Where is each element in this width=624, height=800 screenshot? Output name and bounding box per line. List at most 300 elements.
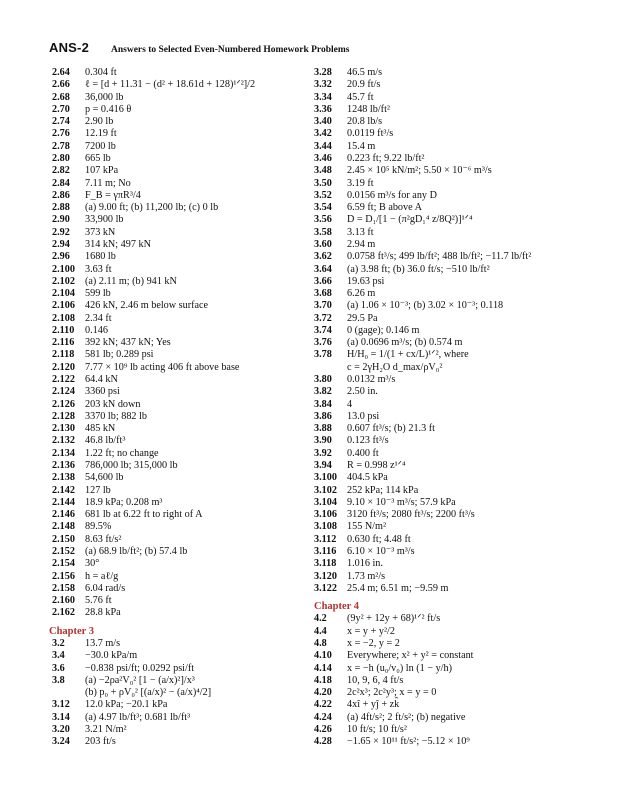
answer-text: 203 ft/s <box>85 736 116 748</box>
answer-entry <box>52 300 302 312</box>
answer-text: 2.94 m <box>347 238 376 250</box>
answer-text: 314 kN; 497 kN <box>85 238 151 250</box>
answer-text: 5.76 ft <box>85 595 112 607</box>
answers-column-right <box>314 67 604 748</box>
answer-text: 2.34 ft <box>85 312 112 324</box>
answer-entry <box>52 128 302 140</box>
problem-number: 2.106 <box>52 300 75 312</box>
page-header <box>49 40 349 55</box>
answer-entry <box>52 214 302 226</box>
problem-number: 2.150 <box>52 533 75 545</box>
answer-text: 54,600 lb <box>85 472 124 484</box>
problem-number: 3.80 <box>314 374 332 386</box>
problem-number: 2.134 <box>52 447 75 459</box>
problem-number: 4.2 <box>314 613 327 625</box>
answer-entry <box>52 349 302 361</box>
answer-text: 3.19 ft <box>347 177 374 189</box>
answer-text: x = −2, y = 2 <box>347 637 400 649</box>
answer-text: 0.0758 ft³/s; 499 lb/ft²; 488 lb/ft²; −11.7 lb/ft² <box>347 251 532 263</box>
answer-text: 3.21 N/m² <box>85 723 127 735</box>
answer-text: ℓ = [d + 11.31 − (d² + 18.61d + 128)¹ᐟ²]/2 <box>85 79 256 91</box>
answer-text: F_B = γπR³/4 <box>85 189 141 201</box>
answer-text: 581 lb; 0.289 psi <box>85 349 154 361</box>
problem-number: 3.100 <box>314 472 337 484</box>
answer-text: p = 0.416 θ <box>85 103 132 115</box>
problem-number: 2.92 <box>52 226 70 238</box>
problem-number: 2.68 <box>52 91 70 103</box>
answer-text: 0.630 ft; 4.48 ft <box>347 533 411 545</box>
answer-text: 3370 lb; 882 lb <box>85 410 147 422</box>
answer-entry <box>314 251 604 263</box>
answer-entry <box>314 497 604 509</box>
answer-entry <box>314 712 604 724</box>
problem-number: 3.82 <box>314 386 332 398</box>
answer-entry <box>52 472 302 484</box>
answer-entry <box>52 362 302 374</box>
answer-text: −0.838 psi/ft; 0.0292 psi/ft <box>85 662 195 674</box>
problem-number: 3.4 <box>52 650 65 662</box>
answer-entry <box>52 699 302 711</box>
answer-text: 252 kPa; 114 kPa <box>347 484 419 496</box>
answer-entry <box>52 276 302 288</box>
answer-text: 46.5 m/s <box>347 67 383 78</box>
problem-number: 3.14 <box>52 711 70 723</box>
answer-entry <box>52 116 302 128</box>
answer-entry <box>52 67 302 79</box>
answer-entry <box>314 128 604 140</box>
answer-entry <box>314 423 604 435</box>
answer-entry <box>314 448 604 460</box>
problem-number: 4.20 <box>314 687 332 699</box>
answer-text: 29.5 Pa <box>347 312 378 324</box>
answer-entry <box>52 650 302 662</box>
answer-text: 4xî + yĵ + zk̂ <box>347 699 400 711</box>
chapter-heading: Chapter 3 <box>49 625 95 637</box>
answer-entry <box>314 165 604 177</box>
answer-entry <box>52 521 302 533</box>
answer-entry <box>52 687 302 699</box>
answer-text: 2c²x³; 2c²y³; x = y = 0 <box>347 687 437 699</box>
problem-number: 4.26 <box>314 723 332 735</box>
answer-entry <box>52 374 302 386</box>
answer-text: 18.9 kPa; 0.208 m³ <box>85 496 163 508</box>
answer-text: 1680 lb <box>85 251 116 263</box>
problem-number: 2.96 <box>52 251 70 263</box>
answer-entry <box>314 613 604 625</box>
problem-number: 4.8 <box>314 637 327 649</box>
problem-number: 3.52 <box>314 189 332 201</box>
answer-text: 1.73 m²/s <box>347 570 386 582</box>
problem-number: 3.62 <box>314 251 332 263</box>
answer-entry <box>314 178 604 190</box>
problem-number: 3.78 <box>314 349 332 361</box>
problem-number: 3.46 <box>314 152 332 164</box>
answer-text: 1.016 in. <box>347 558 383 570</box>
problem-number: 2.136 <box>52 460 75 471</box>
problem-number: 3.112 <box>314 533 337 545</box>
answer-text: 20.9 ft/s <box>347 79 381 91</box>
problem-number: 2.76 <box>52 128 70 140</box>
problem-number: 4.10 <box>314 650 332 662</box>
answer-text: 10, 9, 6, 4 ft/s <box>347 674 404 686</box>
problem-number: 2.156 <box>52 570 75 582</box>
problem-number: 2.118 <box>52 349 75 361</box>
answer-entry <box>314 153 604 165</box>
problem-number: 3.2 <box>52 637 65 649</box>
answer-entry <box>314 534 604 546</box>
answer-text: 28.8 kPa <box>85 607 121 619</box>
answer-text: 89.5% <box>85 521 112 533</box>
problem-number: 2.130 <box>52 423 75 435</box>
answer-entry <box>314 386 604 398</box>
answer-entry <box>52 607 302 619</box>
problem-number: 2.162 <box>52 607 75 619</box>
answer-entry <box>314 687 604 699</box>
problem-number: 4.22 <box>314 699 332 711</box>
problem-number: 4.4 <box>314 625 327 637</box>
answer-entry <box>314 571 604 583</box>
answer-entry <box>52 288 302 300</box>
problem-number: 2.126 <box>52 398 75 410</box>
answer-text: 0.123 ft³/s <box>347 435 389 447</box>
answer-entry <box>52 448 302 460</box>
answer-text: 36,000 lb <box>85 91 124 103</box>
answer-entry <box>52 337 302 349</box>
problem-number: 2.80 <box>52 152 70 164</box>
page-label: ANS-2 <box>49 40 90 55</box>
answer-text: 13.7 m/s <box>85 637 121 649</box>
problem-number: 3.74 <box>314 324 332 336</box>
problem-number: 2.82 <box>52 165 70 177</box>
answer-entry <box>314 399 604 411</box>
problem-number: 3.34 <box>314 91 332 103</box>
problem-number: 2.110 <box>52 324 75 336</box>
answer-entry <box>52 239 302 251</box>
answer-text: (a) 4.97 lb/ft³; 0.681 lb/ft³ <box>85 711 191 723</box>
problem-number: 3.70 <box>314 300 332 312</box>
problem-number: 3.108 <box>314 521 337 533</box>
problem-number: 3.72 <box>314 312 332 324</box>
answer-text: 45.7 ft <box>347 91 374 103</box>
problem-number: 3.90 <box>314 435 332 447</box>
problem-number: 3.92 <box>314 447 332 459</box>
answer-entry <box>314 116 604 128</box>
problem-number: 2.122 <box>52 374 75 386</box>
answer-entry <box>52 325 302 337</box>
answer-text: 0.304 ft <box>85 67 117 78</box>
answer-entry <box>52 178 302 190</box>
problem-number: 4.28 <box>314 736 332 748</box>
answer-entry <box>314 638 604 650</box>
answer-text: (a) 0.0696 m³/s; (b) 0.574 m <box>347 337 463 349</box>
answer-text: 30° <box>85 558 100 570</box>
problem-number: 3.54 <box>314 202 332 214</box>
answer-text: (a) 1.06 × 10⁻³; (b) 3.02 × 10⁻³; 0.118 <box>347 300 504 312</box>
answer-entry <box>314 276 604 288</box>
problem-number: 2.102 <box>52 275 75 287</box>
answer-text: 1248 lb/ft² <box>347 103 390 115</box>
problem-number: 2.74 <box>52 116 70 128</box>
answer-text: (a) −2ρa²V₀² [1 − (a/x)²]/x³ <box>85 674 195 686</box>
answer-text: 7.77 × 10⁹ lb acting 406 ft above base <box>85 361 240 373</box>
answer-text: 6.26 m <box>347 288 376 300</box>
problem-number: 3.122 <box>314 582 337 594</box>
problem-number: 2.100 <box>52 263 75 275</box>
answer-text: 665 lb <box>85 152 111 164</box>
answer-text: (a) 4ft/s²; 2 ft/s²; (b) negative <box>347 711 466 723</box>
problem-number: 3.48 <box>314 165 332 177</box>
problem-number: 3.44 <box>314 140 332 152</box>
answer-text: 3.13 ft <box>347 226 374 238</box>
answer-text: 426 kN, 2.46 m below surface <box>85 300 209 312</box>
answer-text: 0.0132 m³/s <box>347 374 396 386</box>
answer-text: −30.0 kPa/m <box>85 650 138 662</box>
answer-entry <box>314 736 604 748</box>
answer-text: 7.11 m; No <box>85 177 131 189</box>
answer-entry <box>314 362 604 374</box>
answer-entry <box>314 485 604 497</box>
answer-text: −1.65 × 10¹¹ ft/s²; −5.12 × 10⁹ <box>347 736 470 748</box>
chapter-heading: Chapter 4 <box>314 601 360 613</box>
answer-entry <box>314 313 604 325</box>
problem-number: 2.84 <box>52 177 70 189</box>
answer-text: h = aℓ/g <box>85 570 119 582</box>
problem-number: 3.102 <box>314 484 337 496</box>
answer-text: 20.8 lb/s <box>347 116 383 128</box>
problem-number: 3.68 <box>314 288 332 300</box>
answer-entry <box>314 509 604 521</box>
answer-entry <box>314 300 604 312</box>
answer-text: 0 (gage); 0.146 m <box>347 324 420 336</box>
answer-entry <box>52 251 302 263</box>
problem-number: 2.66 <box>52 79 70 91</box>
answer-entry <box>52 313 302 325</box>
answer-entry <box>52 165 302 177</box>
problem-number: 2.120 <box>52 361 75 373</box>
answer-text: 1.22 ft; no change <box>85 447 159 459</box>
answer-entry <box>52 153 302 165</box>
answer-entry <box>314 583 604 595</box>
answer-text: 107 kPa <box>85 165 119 177</box>
answer-entry <box>314 202 604 214</box>
problem-number: 3.94 <box>314 460 332 471</box>
answer-entry <box>52 736 302 748</box>
answer-text: 373 kN <box>85 226 116 238</box>
answer-text: 2.45 × 10⁵ kN/m²; 5.50 × 10⁻⁶ m³/s <box>347 165 492 177</box>
answer-text: 155 N/m² <box>347 521 386 533</box>
problem-number: 3.6 <box>52 662 65 674</box>
answer-text: 2.50 in. <box>347 386 378 398</box>
problem-number: 3.118 <box>314 558 337 570</box>
problem-number: 3.84 <box>314 398 332 410</box>
answer-text: 10 ft/s; 10 ft/s² <box>347 723 407 735</box>
answer-entry <box>52 399 302 411</box>
answer-entry <box>314 699 604 711</box>
answer-entry <box>314 92 604 104</box>
problem-number: 2.148 <box>52 521 75 533</box>
answer-text: (9y² + 12y + 68)¹ᐟ² ft/s <box>347 613 441 625</box>
problem-number: 3.64 <box>314 263 332 275</box>
answer-entry <box>52 724 302 736</box>
answer-text: 25.4 m; 6.51 m; −9.59 m <box>347 582 449 594</box>
answer-text: (b) p₀ + ρV₀² [(a/x)² − (a/x)⁴/2] <box>85 687 212 699</box>
problem-number: 3.104 <box>314 496 337 508</box>
answer-text: 599 lb <box>85 288 111 300</box>
problem-number: 3.106 <box>314 509 337 521</box>
answer-entry <box>52 534 302 546</box>
answer-entry <box>314 663 604 675</box>
problem-number: 2.90 <box>52 214 70 226</box>
answer-entry <box>52 595 302 607</box>
answer-entry <box>314 67 604 79</box>
problem-number: 2.78 <box>52 140 70 152</box>
problem-number: 3.20 <box>52 723 70 735</box>
answer-text: 786,000 lb; 315,000 lb <box>85 460 178 471</box>
answer-entry <box>314 325 604 337</box>
answer-entry <box>314 675 604 687</box>
answer-entry <box>52 202 302 214</box>
answer-text: H/H₀ = 1/(1 + cx/L)¹ᐟ², where <box>347 349 469 361</box>
answer-text: 9.10 × 10⁻³ m³/s; 57.9 kPa <box>347 496 456 508</box>
answer-entry <box>52 423 302 435</box>
answer-entry <box>314 724 604 736</box>
answer-text: 3120 ft³/s; 2080 ft³/s; 2200 ft³/s <box>347 509 475 521</box>
answer-entry <box>314 190 604 202</box>
answer-text: 3360 psi <box>85 386 120 398</box>
problem-number: 3.24 <box>52 736 70 748</box>
problem-number: 3.116 <box>314 545 337 557</box>
answer-text: 0.400 ft <box>347 447 379 459</box>
answer-text: 3.63 ft <box>85 263 112 275</box>
answer-text: x = −h (u₀/v₀) ln (1 − y/h) <box>347 662 452 674</box>
answer-text: 0.0119 ft³/s <box>347 128 394 140</box>
problem-number: 2.146 <box>52 509 75 521</box>
answer-entry <box>314 650 604 662</box>
answer-entry <box>52 141 302 153</box>
answer-text: x = y + y²/2 <box>347 625 395 637</box>
answer-entry <box>52 92 302 104</box>
problem-number: 3.76 <box>314 337 332 349</box>
answer-entry <box>52 509 302 521</box>
answer-entry <box>314 435 604 447</box>
answer-entry <box>52 386 302 398</box>
answer-text: (a) 68.9 lb/ft²; (b) 57.4 lb <box>85 545 188 557</box>
answer-entry <box>314 374 604 386</box>
answer-text: 404.5 kPa <box>347 472 388 484</box>
answer-text: 681 lb at 6.22 ft to right of A <box>85 509 203 521</box>
problem-number: 2.154 <box>52 558 75 570</box>
problem-number: 3.66 <box>314 275 332 287</box>
problem-number: 3.36 <box>314 103 332 115</box>
answer-text: 0.223 ft; 9.22 lb/ft² <box>347 152 425 164</box>
answer-entry <box>52 104 302 116</box>
answer-text: (a) 3.98 ft; (b) 36.0 ft/s; −510 lb/ft² <box>347 263 490 275</box>
answer-text: 13.0 psi <box>347 410 380 422</box>
answer-entry <box>314 79 604 91</box>
problem-number: 2.144 <box>52 496 75 508</box>
answer-entry <box>52 79 302 91</box>
answer-entry <box>52 227 302 239</box>
answer-entry <box>314 626 604 638</box>
answer-entry <box>52 638 302 650</box>
problem-number: 3.8 <box>52 674 65 686</box>
answer-entry <box>314 411 604 423</box>
problem-number: 3.50 <box>314 177 332 189</box>
answer-entry <box>314 558 604 570</box>
answer-text: 8.63 ft/s² <box>85 533 122 545</box>
problem-number: 2.116 <box>52 337 75 349</box>
problem-number: 2.160 <box>52 595 75 607</box>
answer-text: 6.59 ft; B above A <box>347 202 422 214</box>
answer-entry <box>314 546 604 558</box>
answer-text: 392 kN; 437 kN; Yes <box>85 337 171 349</box>
problem-number: 3.88 <box>314 423 332 435</box>
answer-text: 7200 lb <box>85 140 116 152</box>
problem-number: 3.120 <box>314 570 337 582</box>
answer-entry <box>314 460 604 472</box>
problem-number: 2.86 <box>52 189 70 201</box>
answer-entry <box>314 337 604 349</box>
problem-number: 2.124 <box>52 386 75 398</box>
answer-text: (a) 9.00 ft; (b) 11,200 lb; (c) 0 lb <box>85 202 219 214</box>
answer-text: 127 lb <box>85 484 111 496</box>
answer-entry <box>314 288 604 300</box>
problem-number: 2.104 <box>52 288 75 300</box>
problem-number: 3.60 <box>314 238 332 250</box>
answer-entry <box>52 546 302 558</box>
answer-text: 4 <box>347 398 353 410</box>
problem-number: 3.86 <box>314 410 332 422</box>
answer-text: Everywhere; x² + y² = constant <box>347 650 474 662</box>
answer-text: 485 kN <box>85 423 116 435</box>
problem-number: 2.88 <box>52 202 70 214</box>
problem-number: 2.138 <box>52 472 75 484</box>
answer-text: 64.4 kN <box>85 374 118 386</box>
problem-number: 2.152 <box>52 545 75 557</box>
answer-text: D = D₁/[1 − (π²gD₁⁴ z/8Q²)]¹ᐟ⁴ <box>347 214 473 226</box>
answer-text: c = 2γH₂O d_max/ρV₀² <box>347 361 443 373</box>
answer-entry <box>52 571 302 583</box>
problem-number: 2.128 <box>52 410 75 422</box>
problem-number: 3.28 <box>314 67 332 78</box>
answer-entry <box>314 239 604 251</box>
problem-number: 4.24 <box>314 711 332 723</box>
answer-entry <box>314 227 604 239</box>
problem-number: 2.158 <box>52 582 75 594</box>
answer-entry <box>52 485 302 497</box>
problem-number: 2.132 <box>52 435 75 447</box>
answer-entry <box>52 435 302 447</box>
answer-text: 0.0156 m³/s for any D <box>347 189 437 201</box>
answer-entry <box>314 214 604 226</box>
problem-number: 3.42 <box>314 128 332 140</box>
answer-entry <box>52 712 302 724</box>
answer-text: (a) 2.11 m; (b) 941 kN <box>85 275 177 287</box>
answer-entry <box>52 675 302 687</box>
answer-entry <box>52 583 302 595</box>
problem-number: 3.40 <box>314 116 332 128</box>
answers-column-left <box>49 67 302 748</box>
problem-number: 2.142 <box>52 484 75 496</box>
answer-text: 6.04 rad/s <box>85 582 126 594</box>
problem-number: 3.12 <box>52 699 70 711</box>
problem-number: 2.70 <box>52 103 70 115</box>
answer-entry <box>314 264 604 276</box>
answer-entry <box>52 190 302 202</box>
problem-number: 3.56 <box>314 214 332 226</box>
problem-number: 3.32 <box>314 79 332 91</box>
answer-entry <box>314 472 604 484</box>
